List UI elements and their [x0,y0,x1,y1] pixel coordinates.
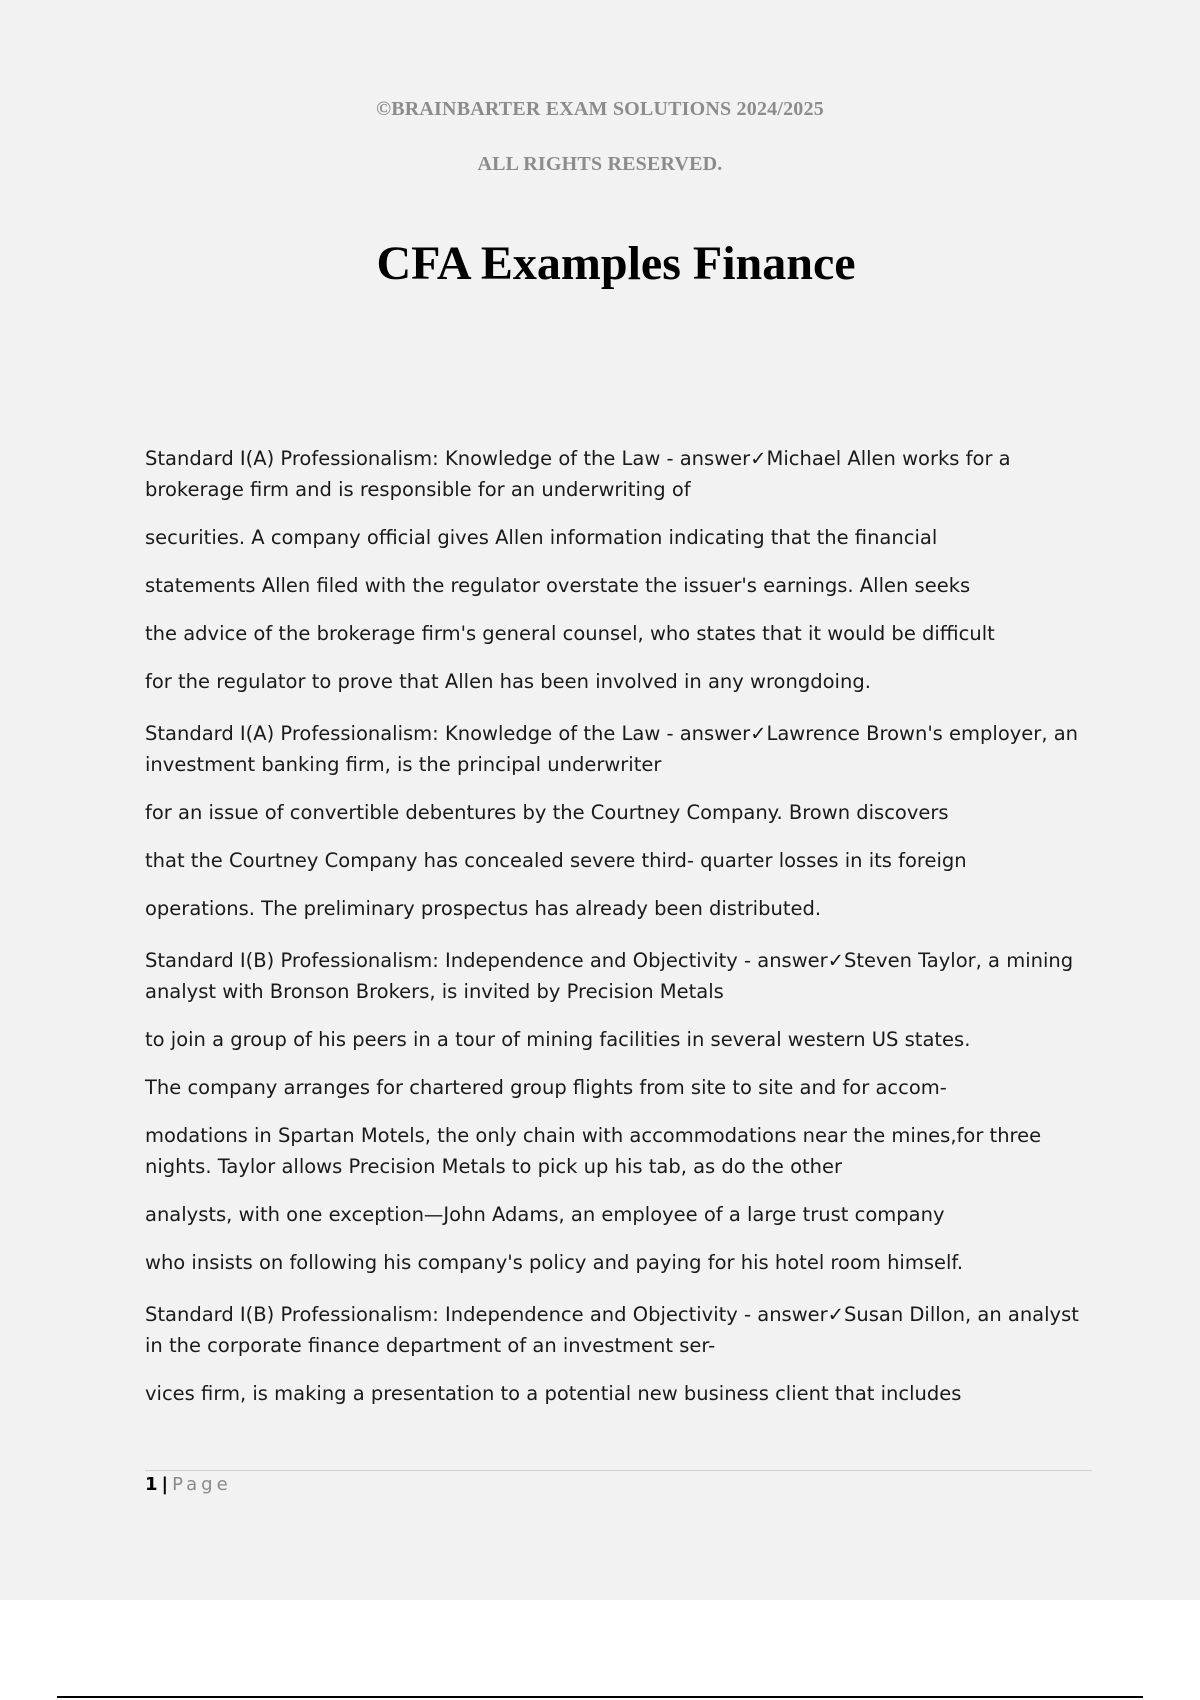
text-line: the advice of the brokerage firm's general counsel, who states that it would be difficult [145,622,995,645]
bottom-divider [57,1696,1143,1698]
text-line: statements Allen filed with the regulator overstate the issuer's earnings. Allen seeks [145,574,971,597]
document-title: CFA Examples Finance [376,237,856,290]
text-line: for an issue of convertible debentures by the Courtney Company. Brown discovers [145,801,949,824]
text-line: in the corporate finance department of an investment ser- [145,1334,716,1357]
text-line: to join a group of his peers in a tour of mining facilities in several western US states. [145,1028,971,1051]
text-line: operations. The preliminary prospectus has already been distributed. [145,897,822,920]
footer-separator: | [161,1474,169,1495]
text-line: for the regulator to prove that Allen has been involved in any wrongdoing. [145,670,871,693]
text-line: securities. A company official gives Allen information indicating that the financial [145,526,938,549]
text-line: Standard I(A) Professionalism: Knowledge of the Law - answer✓Lawrence Brown's employer, an [145,722,1079,745]
text-line: nights. Taylor allows Precision Metals to pick up his tab, as do the other [145,1155,843,1178]
text-line: vices firm, is making a presentation to a potential new business client that includes [145,1382,962,1405]
rights-reserved-header: ALL RIGHTS RESERVED. [477,153,723,175]
text-line: investment banking firm, is the principal underwriter [145,753,662,776]
document-body [145,443,1095,1409]
page-number: 1 [145,1474,158,1495]
text-line: Standard I(B) Professionalism: Independence and Objectivity - answer✓Steven Taylor, a mining [145,949,1074,972]
text-line: Standard I(B) Professionalism: Independence and Objectivity - answer✓Susan Dillon, an analyst [145,1303,1079,1326]
page-label: Page [172,1474,232,1495]
text-line: Standard I(A) Professionalism: Knowledge of the Law - answer✓Michael Allen works for a [145,447,1011,470]
text-line: analysts, with one exception—John Adams, an employee of a large trust company [145,1203,945,1226]
text-line: brokerage firm and is responsible for an underwriting of [145,478,691,501]
text-line: who insists on following his company's policy and paying for his hotel room himself. [145,1251,964,1274]
copyright-header: ©BRAINBARTER EXAM SOLUTIONS 2024/2025 [376,98,824,120]
footer-divider [145,1470,1092,1471]
text-line: analyst with Bronson Brokers, is invited by Precision Metals [145,980,724,1003]
text-line: that the Courtney Company has concealed severe third- quarter losses in its foreign [145,849,967,872]
text-line: The company arranges for chartered group flights from site to site and for accom- [145,1076,947,1099]
page-footer [145,1474,232,1495]
text-line: modations in Spartan Motels, the only chain with accommodations near the mines,for three [145,1124,1042,1147]
